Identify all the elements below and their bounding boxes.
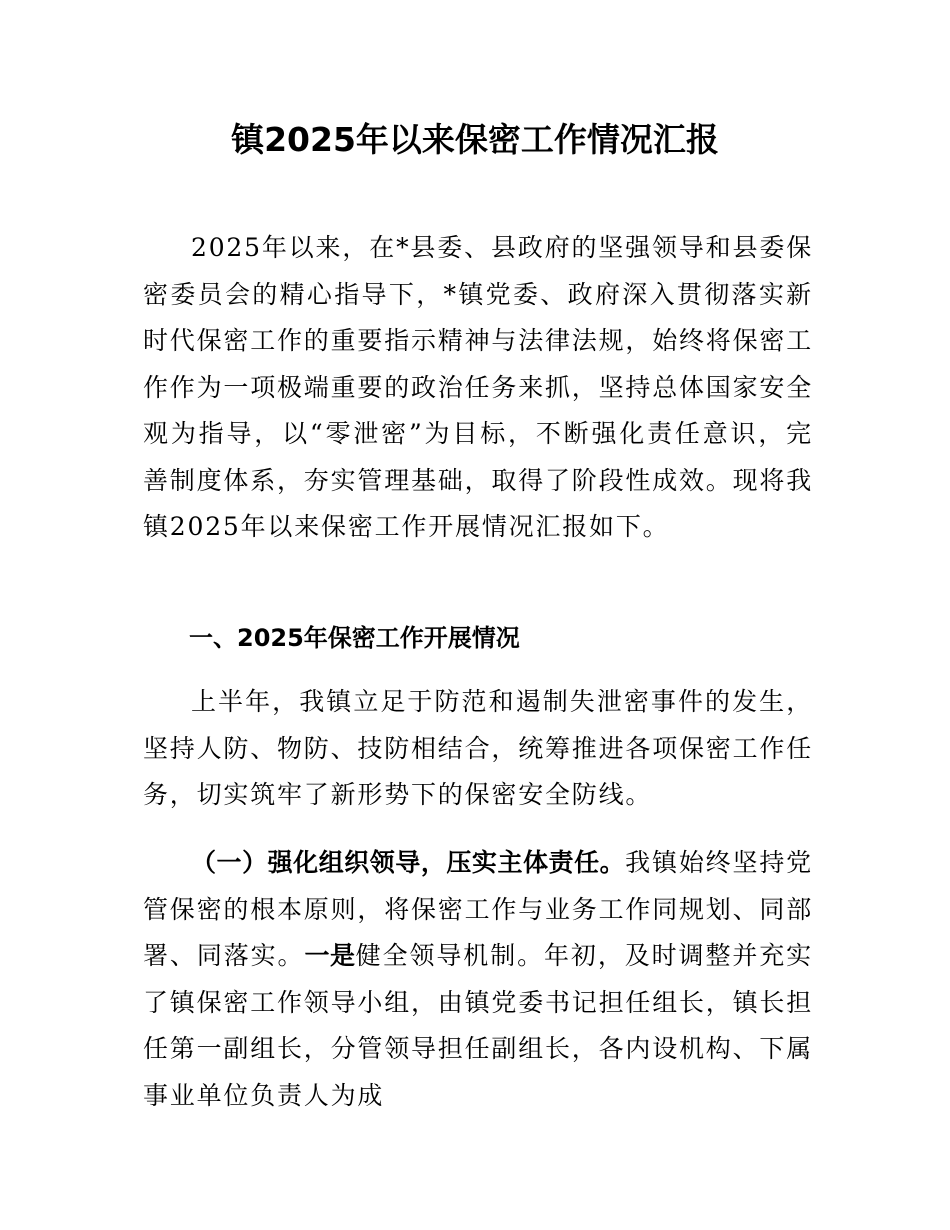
section-1-paragraph: 上半年，我镇立足于防范和遏制失泄密事件的发生，坚持人防、物防、技防相结合，统筹推进各项保密工作任务，切实筑牢了新形势下的保密安全防线。	[143, 687, 814, 809]
point-label: 一是	[304, 941, 356, 970]
subsection-1-paragraph	[143, 840, 813, 1120]
intro-paragraph: 2025年以来，在*县委、县政府的坚强领导和县委保密委员会的精心指导下，*镇党委、政府深入贯彻落实新时代保密工作的重要指示精神与法律法规，始终将保密工作作为一项极端重要的政治任务来抓，坚持总体国家安全观为指导，以“零泄密”为目标，不断强化责任意识，完善制度体系，夯实管理基础，取得了阶段性成效。现将我镇2025年以来保密工作开展情况汇报如下。	[143, 233, 814, 541]
subsection-1-heading: （一）强化组织领导，压实主体责任。	[191, 848, 626, 877]
subsection-1-text-b: 健全领导机制。年初，及时调整并充实了镇保密工作领导小组，由镇党委书记担任组长，镇长担任第一副组长，分管领导担任副组长，各内设机构、下属事业单位负责人为成	[143, 941, 814, 1110]
subsection-1-text-a: 我镇始终坚持党管保密的根本原则，将保密工作与业务工作同规划、同部署、同落实。	[143, 848, 814, 970]
document-title: 镇2025年以来保密工作情况汇报	[231, 120, 719, 159]
section-heading-1: 一、2025年保密工作开展情况	[189, 624, 520, 652]
